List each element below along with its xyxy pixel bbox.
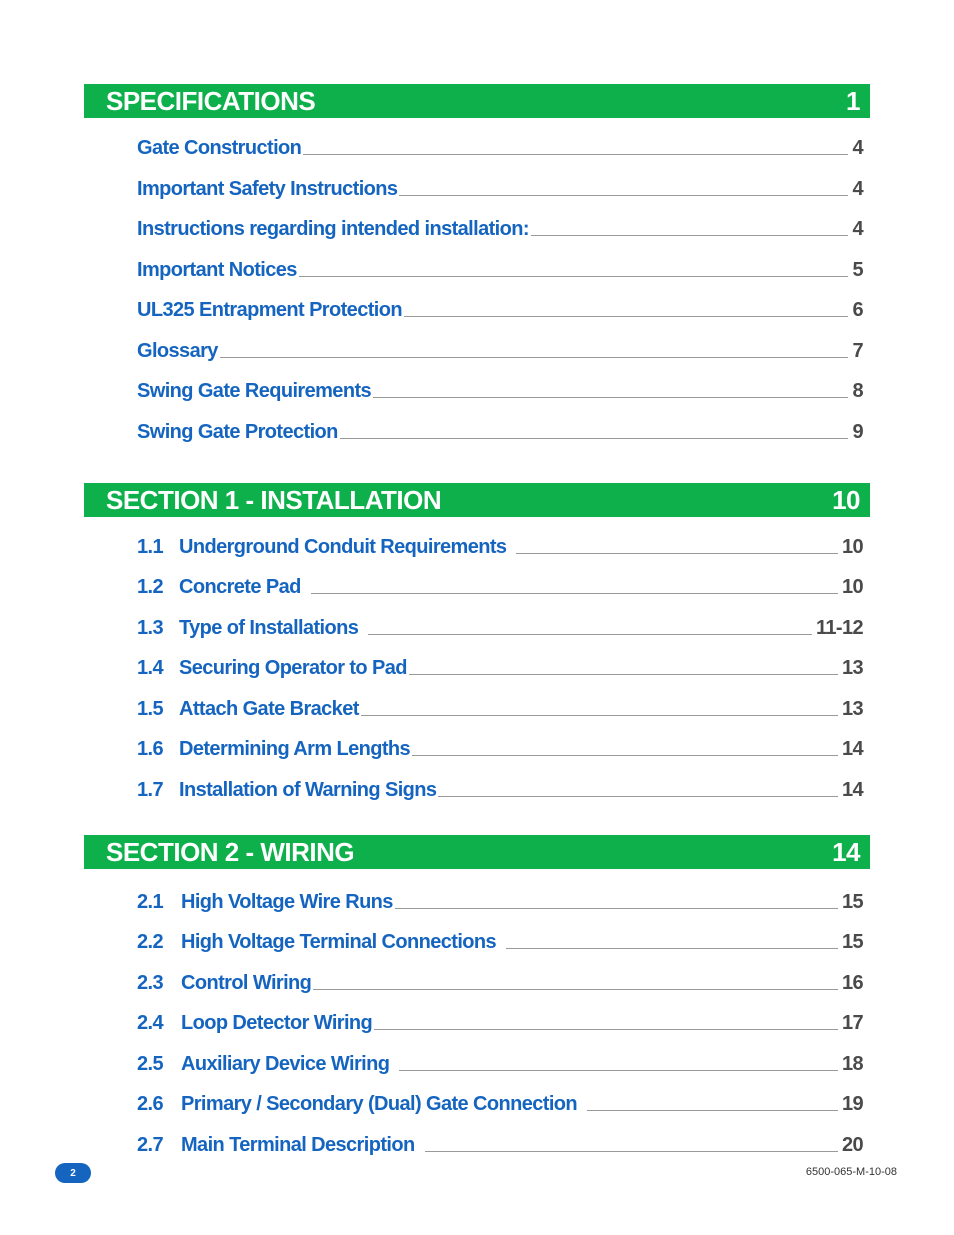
- entry-page: 11-12: [815, 617, 863, 639]
- leader-line: [395, 907, 838, 909]
- toc-entry[interactable]: [137, 731, 863, 761]
- toc-entry[interactable]: [137, 772, 863, 802]
- entry-page: 15: [841, 931, 863, 953]
- leader-line: [373, 396, 848, 398]
- entry-page: 13: [841, 657, 863, 679]
- section-header-specifications: [84, 84, 870, 118]
- leader-line: [404, 315, 849, 317]
- toc-entry[interactable]: [137, 292, 863, 322]
- entry-title: Important Safety Instructions: [137, 178, 398, 200]
- leader-line: [438, 795, 838, 797]
- entry-number: 1.2: [137, 576, 164, 598]
- entry-number: 2.1: [137, 891, 164, 913]
- toc-entry[interactable]: [137, 610, 863, 640]
- section-page: 10: [832, 484, 860, 515]
- entry-page: 19: [841, 1093, 863, 1115]
- toc-entry[interactable]: [137, 650, 863, 680]
- toc-entry[interactable]: [137, 1086, 863, 1116]
- entry-title: Concrete Pad: [179, 576, 301, 598]
- entry-page: 10: [841, 536, 863, 558]
- entry-page: 14: [841, 738, 863, 760]
- section-page: 14: [832, 836, 860, 867]
- entry-page: 20: [841, 1134, 863, 1156]
- toc-entry[interactable]: [137, 1127, 863, 1157]
- leader-line: [340, 437, 849, 439]
- entry-title: Main Terminal Description: [181, 1134, 415, 1156]
- leader-line: [399, 1069, 838, 1071]
- entry-page: 16: [841, 972, 863, 994]
- toc-entry[interactable]: [137, 252, 863, 282]
- entry-page: 5: [852, 259, 863, 281]
- entry-title: Type of Installations: [179, 617, 359, 639]
- section-page: 1: [846, 85, 860, 116]
- toc-entry[interactable]: [137, 965, 863, 995]
- toc-entry[interactable]: [137, 211, 863, 241]
- toc-entry[interactable]: [137, 1046, 863, 1076]
- entry-page: 9: [852, 421, 863, 443]
- leader-line: [425, 1150, 838, 1152]
- entry-page: 4: [852, 178, 863, 200]
- entry-title: High Voltage Wire Runs: [181, 891, 393, 913]
- footer-doc-code: 6500-065-M-10-08: [805, 1166, 897, 1178]
- leader-line: [299, 275, 849, 277]
- leader-line: [506, 947, 838, 949]
- section-header-wiring: [84, 835, 870, 869]
- entry-title: Installation of Warning Signs: [179, 779, 437, 801]
- leader-line: [531, 234, 849, 236]
- entry-page: 14: [841, 779, 863, 801]
- toc-entry[interactable]: [137, 924, 863, 954]
- entry-title: Instructions regarding intended installation:: [137, 218, 529, 240]
- entry-number: 1.1: [137, 536, 164, 558]
- entry-page: 4: [852, 137, 863, 159]
- entry-number: 2.6: [137, 1093, 164, 1115]
- entry-page: 15: [841, 891, 863, 913]
- entry-title: Swing Gate Protection: [137, 421, 338, 443]
- footer-page-number: 2: [55, 1163, 91, 1183]
- entry-page: 17: [841, 1012, 863, 1034]
- leader-line: [587, 1109, 838, 1111]
- entry-page: 10: [841, 576, 863, 598]
- leader-line: [368, 633, 812, 635]
- leader-line: [220, 356, 849, 358]
- section-header-installation: [84, 483, 870, 517]
- section-title: SPECIFICATIONS: [106, 85, 316, 116]
- entry-page: 6: [852, 299, 863, 321]
- entry-title: Determining Arm Lengths: [179, 738, 411, 760]
- toc-entry[interactable]: [137, 171, 863, 201]
- leader-line: [412, 754, 838, 756]
- entry-number: 1.4: [137, 657, 164, 679]
- entry-number: 1.6: [137, 738, 164, 760]
- entry-title: Loop Detector Wiring: [181, 1012, 373, 1034]
- toc-entry[interactable]: [137, 1005, 863, 1035]
- entry-title: Primary / Secondary (Dual) Gate Connection: [181, 1093, 578, 1115]
- entry-title: Important Notices: [137, 259, 297, 281]
- entry-title: Securing Operator to Pad: [179, 657, 407, 679]
- entry-number: 2.7: [137, 1134, 164, 1156]
- leader-line: [399, 194, 848, 196]
- toc-entry[interactable]: [137, 691, 863, 721]
- entry-title: Swing Gate Requirements: [137, 380, 372, 402]
- entry-title: UL325 Entrapment Protection: [137, 299, 402, 321]
- toc-entry[interactable]: [137, 130, 863, 160]
- entry-number: 2.3: [137, 972, 164, 994]
- entry-title: Gate Construction: [137, 137, 302, 159]
- leader-line: [361, 714, 838, 716]
- entry-page: 13: [841, 698, 863, 720]
- entry-page: 4: [852, 218, 863, 240]
- entry-number: 1.5: [137, 698, 164, 720]
- entry-title: Auxiliary Device Wiring: [181, 1053, 390, 1075]
- entry-page: 7: [852, 340, 863, 362]
- section-title: SECTION 2 - WIRING: [106, 836, 355, 867]
- entry-number: 1.3: [137, 617, 164, 639]
- toc-entry[interactable]: [137, 414, 863, 444]
- toc-entry[interactable]: [137, 373, 863, 403]
- entry-title: Attach Gate Bracket: [179, 698, 359, 720]
- entry-number: 2.4: [137, 1012, 164, 1034]
- leader-line: [313, 988, 838, 990]
- leader-line: [409, 673, 838, 675]
- leader-line: [516, 552, 837, 554]
- section-title: SECTION 1 - INSTALLATION: [106, 484, 442, 515]
- entry-title: Glossary: [137, 340, 218, 362]
- entry-number: 1.7: [137, 779, 164, 801]
- toc-entry[interactable]: [137, 529, 863, 559]
- entry-number: 2.5: [137, 1053, 164, 1075]
- toc-entry[interactable]: [137, 884, 863, 914]
- toc-entry[interactable]: [137, 333, 863, 363]
- toc-entry[interactable]: [137, 569, 863, 599]
- entry-title: Underground Conduit Requirements: [179, 536, 507, 558]
- entry-title: Control Wiring: [181, 972, 312, 994]
- leader-line: [374, 1028, 838, 1030]
- entry-title: High Voltage Terminal Connections: [181, 931, 497, 953]
- leader-line: [303, 153, 848, 155]
- entry-page: 18: [841, 1053, 863, 1075]
- leader-line: [311, 592, 838, 594]
- entry-page: 8: [852, 380, 863, 402]
- entry-number: 2.2: [137, 931, 164, 953]
